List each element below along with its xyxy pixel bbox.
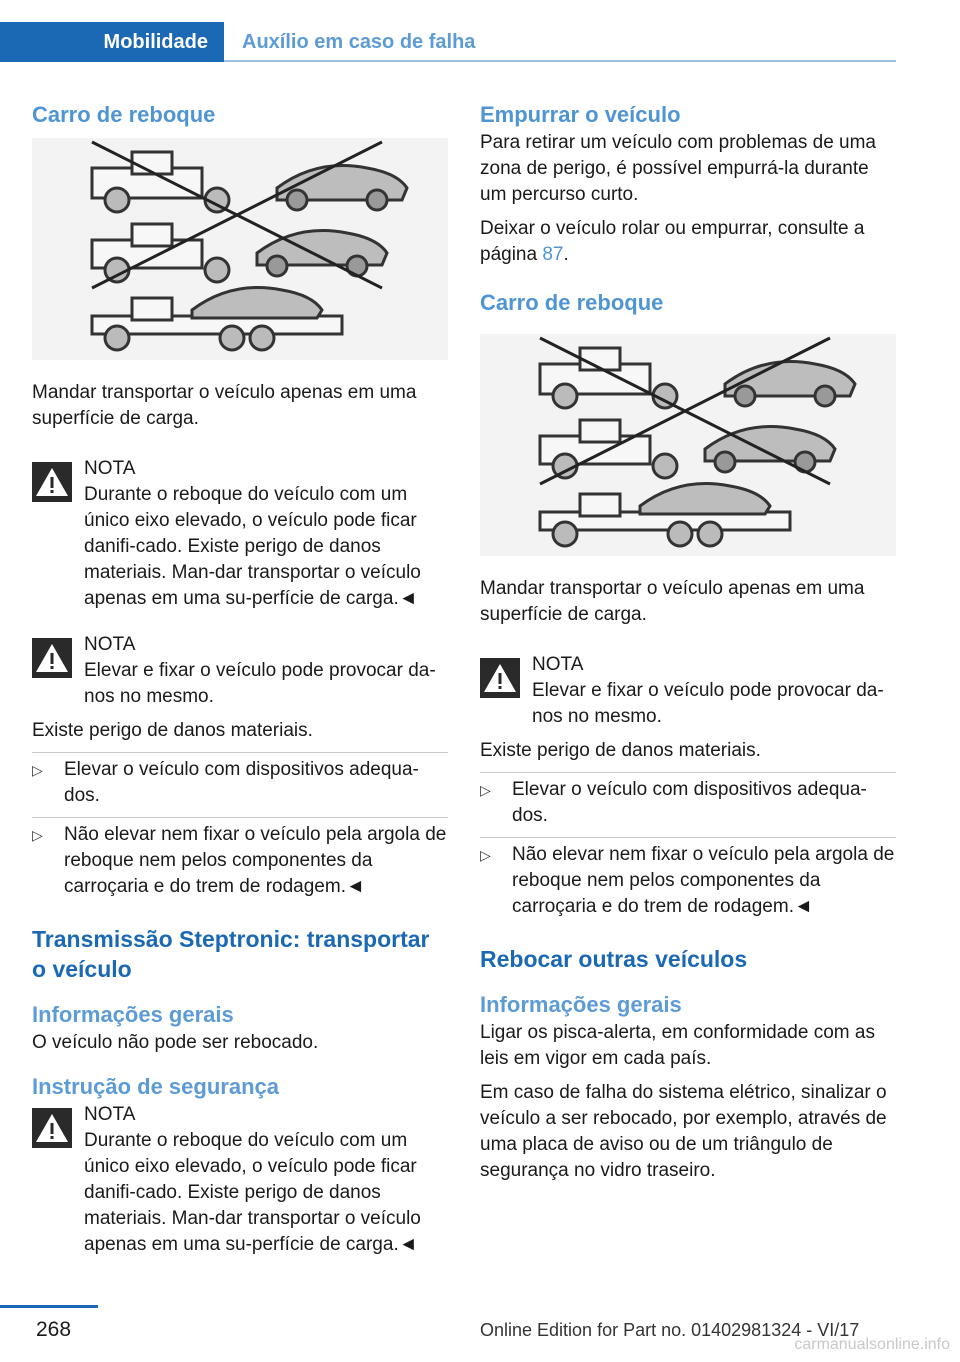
list-item [480, 777, 896, 829]
page-number-rule [0, 1305, 98, 1308]
tow-illustration [480, 334, 896, 556]
list-item [32, 757, 448, 809]
note-block-1 [32, 456, 448, 612]
tow-illustration [32, 138, 448, 360]
tow-caption: Mandar transportar o veículo apenas em uma superfície de carga. [32, 382, 417, 429]
edition-text: Online Edition for Part no. 01402981324 - VI/17 [480, 1320, 860, 1340]
heading-general-info: Informações gerais [480, 992, 682, 1017]
heading-safety: Instrução de segurança [32, 1074, 279, 1099]
note-block-2 [32, 632, 448, 710]
divider [480, 837, 896, 838]
divider [32, 817, 448, 818]
warning-triangle-icon [32, 462, 72, 502]
list-item [32, 822, 448, 900]
heading-tow-truck-right: Carro de reboque [480, 290, 664, 315]
warning-triangle-icon [480, 658, 520, 698]
danger-text: Existe perigo de danos materiais. [480, 740, 761, 761]
heading-steptronic: Transmissão Steptronic: transportar o veículo [32, 926, 430, 982]
list-item [480, 842, 896, 920]
list-item-text: Não elevar nem fixar o veículo pela argola de reboque nem pelos componentes da carroçaria e do trem de rodagem.◄ [64, 824, 447, 897]
chapter-tab[interactable]: Auxílio em caso de falha [242, 30, 476, 53]
danger-text: Existe perigo de danos materiais. [32, 720, 313, 741]
push-text: Para retirar um veículo com problemas de uma zona de perigo, é possível empurrá-la durante um percurso curto. [480, 132, 876, 205]
tow-truck-drawing [32, 138, 448, 360]
note-label: NOTA [532, 654, 584, 675]
heading-general-info: Informações gerais [32, 1002, 234, 1027]
list-item-text: Elevar o veículo com dispositivos adequa-dos. [64, 759, 419, 806]
note-text [32, 482, 448, 612]
right-column [480, 100, 896, 1184]
triangle-bullet-icon: ▷ [32, 827, 43, 843]
note-block-right [480, 652, 896, 730]
warning-triangle-icon [32, 638, 72, 678]
note-block-3 [32, 1102, 448, 1258]
divider [32, 752, 448, 753]
heading-tow-other: Rebocar outras veículos [480, 946, 748, 972]
divider [480, 772, 896, 773]
note2-text: Elevar e fixar o veículo pode provocar da-nos no mesmo. [84, 660, 436, 707]
list-item-text: Não elevar nem fixar o veículo pela argola de reboque nem pelos componentes da carroçaria e do trem de rodagem.◄ [512, 844, 895, 917]
tow-truck-drawing [480, 334, 896, 556]
roll-text [480, 216, 896, 268]
triangle-bullet-icon: ▷ [32, 762, 43, 778]
triangle-bullet-icon: ▷ [480, 782, 491, 798]
heading-tow-truck: Carro de reboque [32, 102, 216, 127]
general-text: O veículo não pode ser rebocado. [32, 1032, 319, 1053]
section-tab[interactable]: Mobilidade [0, 22, 224, 62]
roll-text-body: Deixar o veículo rolar ou empurrar, consulte a página [480, 218, 865, 265]
watermark: carmanualsonline.info [794, 1336, 950, 1353]
note1-text: Durante o reboque do veículo com um único eixo elevado, o veículo pode ficar danifi-cado. Existe perigo de danos materiais. Man-dar transportar o veículo apenas em uma su-perfície de carga.◄ [84, 484, 421, 609]
heading-push-vehicle: Empurrar o veículo [480, 102, 681, 127]
warning-triangle-icon [32, 1108, 72, 1148]
page-header [0, 0, 896, 62]
page-link[interactable]: 87 [542, 244, 564, 265]
tow-caption: Mandar transportar o veículo apenas em uma superfície de carga. [480, 578, 865, 625]
note-label: NOTA [84, 458, 136, 479]
left-column [32, 100, 448, 1258]
page-number: 268 [36, 1318, 72, 1341]
list-item-text: Elevar o veículo com dispositivos adequa-dos. [512, 779, 867, 826]
note-label: NOTA [84, 634, 136, 655]
roll-text-end: . [563, 244, 569, 265]
note3-text: Durante o reboque do veículo com um único eixo elevado, o veículo pode ficar danifi-cado. Existe perigo de danos materiais. Man-dar transportar o veículo apenas em uma su-perfície de carga.◄ [84, 1130, 421, 1255]
triangle-bullet-icon: ▷ [480, 847, 491, 863]
general-text: Ligar os pisca-alerta, em conformidade com as leis em vigor em cada país. [480, 1022, 875, 1069]
electric-text: Em caso de falha do sistema elétrico, sinalizar o veículo a ser rebocado, por exemplo, através de uma placa de aviso ou de um triângulo de segurança no vidro traseiro. [480, 1082, 887, 1181]
note-label: NOTA [84, 1104, 136, 1125]
note-text: Elevar e fixar o veículo pode provocar da-nos no mesmo. [532, 680, 884, 727]
